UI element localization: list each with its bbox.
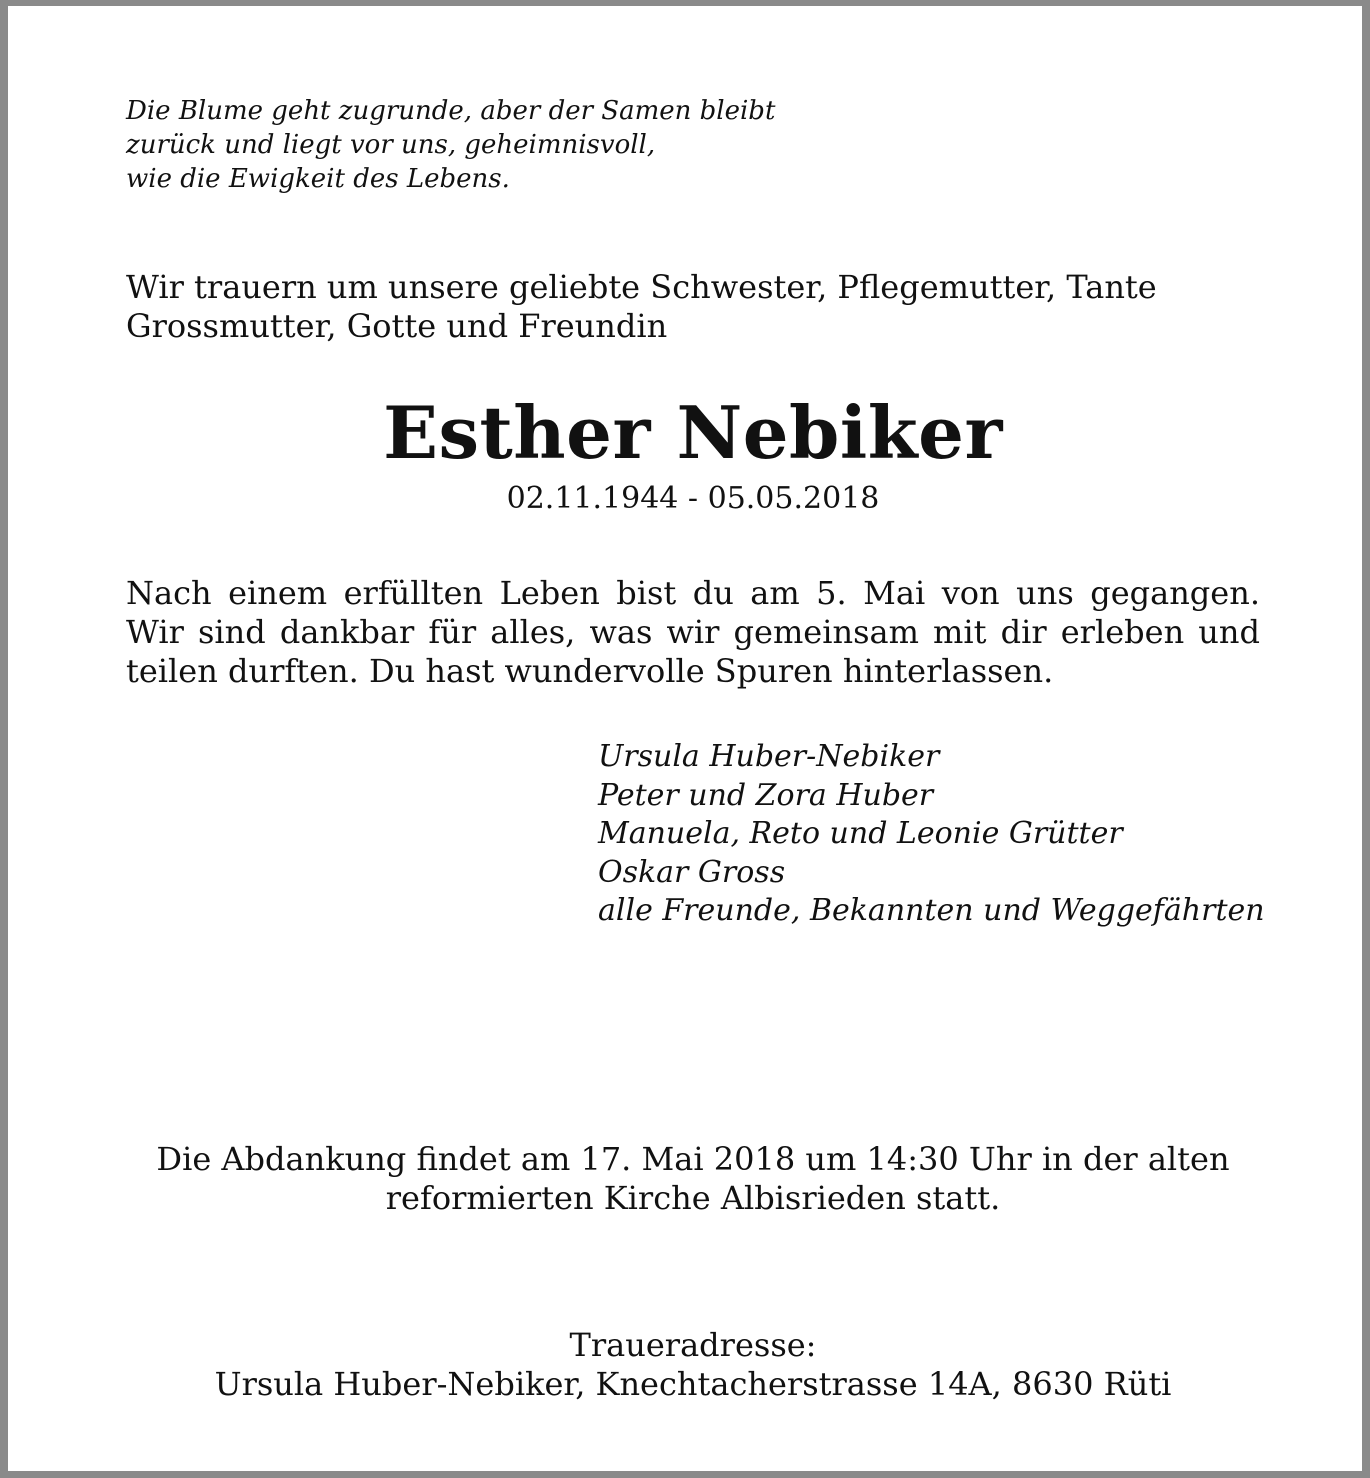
mourner-name: Manuela, Reto und Leonie Grütter	[598, 816, 1123, 851]
quote-line: wie die Ewigkeit des Lebens.	[126, 164, 510, 194]
farewell-message	[126, 574, 1260, 691]
mourners-list	[598, 738, 1278, 931]
intro-line: Wir trauern um unsere geliebte Schwester, Pflegemutter, Tante	[126, 268, 1157, 306]
message-line: Wir sind dankbar für alles, was wir gemeinsam mit dir erleben und	[126, 613, 1260, 651]
quote-line: Die Blume geht zugrunde, aber der Samen bleibt	[126, 96, 776, 126]
ceremony-line: reformierten Kirche Albisrieden statt.	[385, 1179, 1001, 1217]
message-line: Nach einem erfüllten Leben bist du am 5. Mai von uns gegangen.	[126, 574, 1260, 612]
mourning-address	[16, 1326, 1370, 1404]
quote-line: zurück und liegt vor uns, geheimnisvoll,	[126, 130, 656, 160]
intro-line: Grossmutter, Gotte und Freundin	[126, 307, 668, 345]
quote	[126, 94, 1026, 196]
message-line: teilen durften. Du hast wundervolle Spuren hinterlassen.	[126, 652, 1054, 690]
ceremony-info	[16, 1140, 1370, 1218]
life-dates: 02.11.1944 - 05.05.2018	[506, 481, 880, 516]
mourner-name: alle Freunde, Bekannten und Weggefährten	[598, 893, 1265, 928]
mourner-name: Peter und Zora Huber	[598, 777, 934, 813]
mourner-name: Oskar Gross	[598, 854, 786, 890]
deceased-name: Esther Nebiker	[383, 390, 1003, 475]
ceremony-line: Die Abdankung findet am 17. Mai 2018 um 14:30 Uhr in der alten	[156, 1140, 1230, 1178]
intro-text	[126, 268, 1266, 346]
mourner-name: Ursula Huber-Nebiker	[598, 739, 940, 774]
address-text: Ursula Huber-Nebiker, Knechtacherstrasse 14A, 8630 Rüti	[214, 1365, 1172, 1403]
address-label: Traueradresse:	[569, 1326, 817, 1364]
